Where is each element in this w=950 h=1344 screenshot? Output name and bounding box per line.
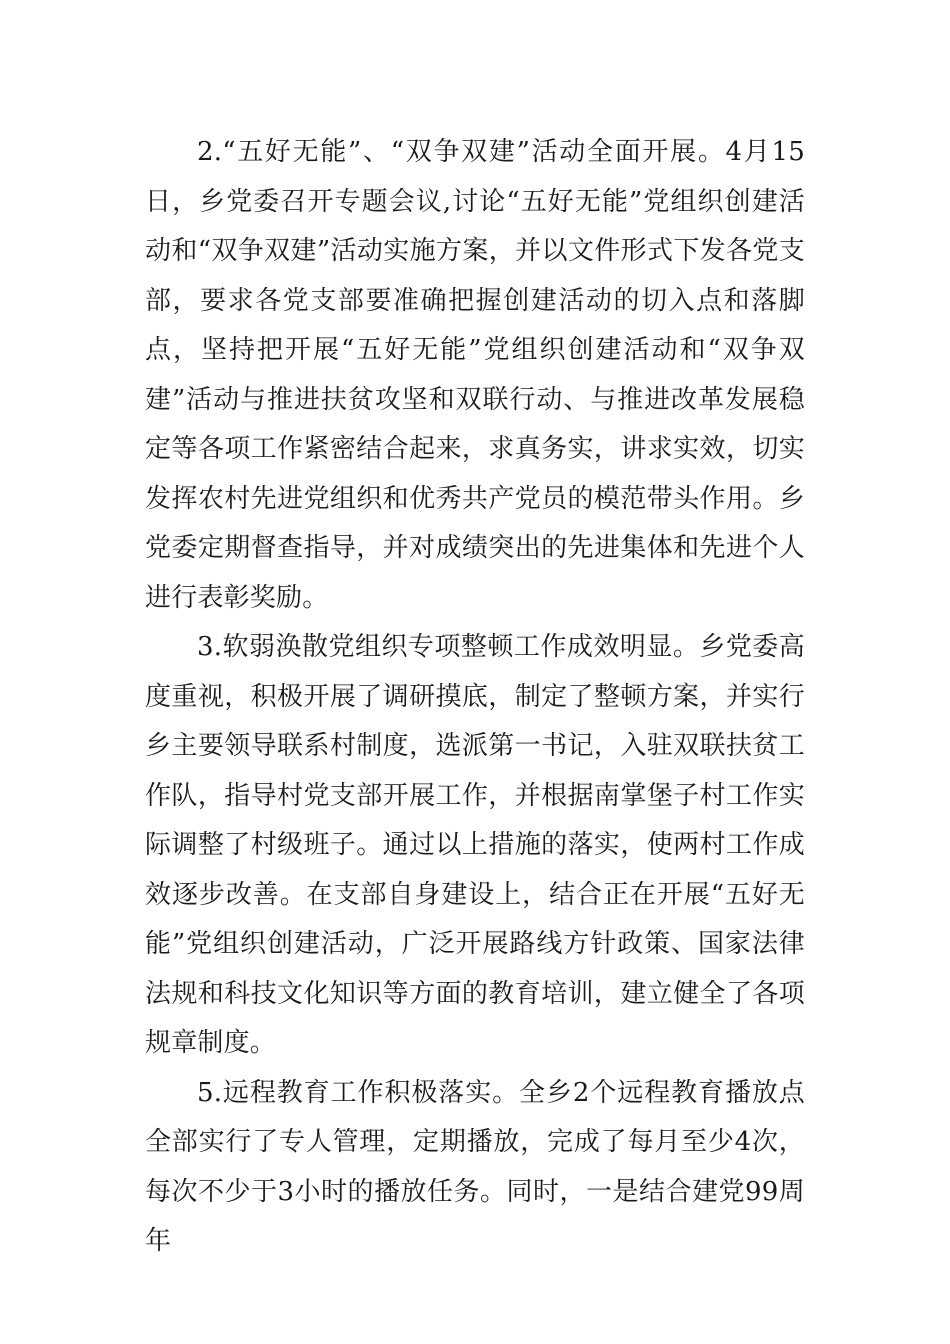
paragraph-2: 2.“五好无能”、“双争双建”活动全面开展。4月15日，乡党委召开专题会议,讨论“五好无能”党组织创建活动和“双争双建”活动实施方案，并以文件形式下发各党支部，要求各党支部要准确把握创建活动的切入点和落脚点，坚持把开展“五好无能”党组织创建活动和“双争双建”活动与推进扶贫攻坚和双联行动、与推进改革发展稳定等各项工作紧密结合起来，求真务实，讲求实效，切实发挥农村先进党组织和优秀共产党员的模范带头作用。乡党委定期督查指导，并对成绩突出的先进集体和先进个人进行表彰奖励。: [145, 137, 805, 613]
paragraph-3: 3.软弱涣散党组织专项整顿工作成效明显。乡党委高度重视，积极开展了调研摸底，制定了整顿方案，并实行乡主要领导联系村制度，选派第一书记，入驻双联扶贫工作队，指导村党支部开展工作，并根据南掌堡子村工作实际调整了村级班子。通过以上措施的落实，使两村工作成效逐步改善。在支部自身建设上，结合正在开展“五好无能”党组织创建活动，广泛开展路线方针政策、国家法律法规和科技文化知识等方面的教育培训，建立健全了各项规章制度。: [145, 632, 805, 1058]
document-body: [145, 128, 805, 1267]
paragraph-5: 5.远程教育工作积极落实。全乡2个远程教育播放点全部实行了专人管理，定期播放，完成了每月至少4次，每次不少于3小时的播放任务。同时，一是结合建党99周年: [145, 1077, 805, 1256]
